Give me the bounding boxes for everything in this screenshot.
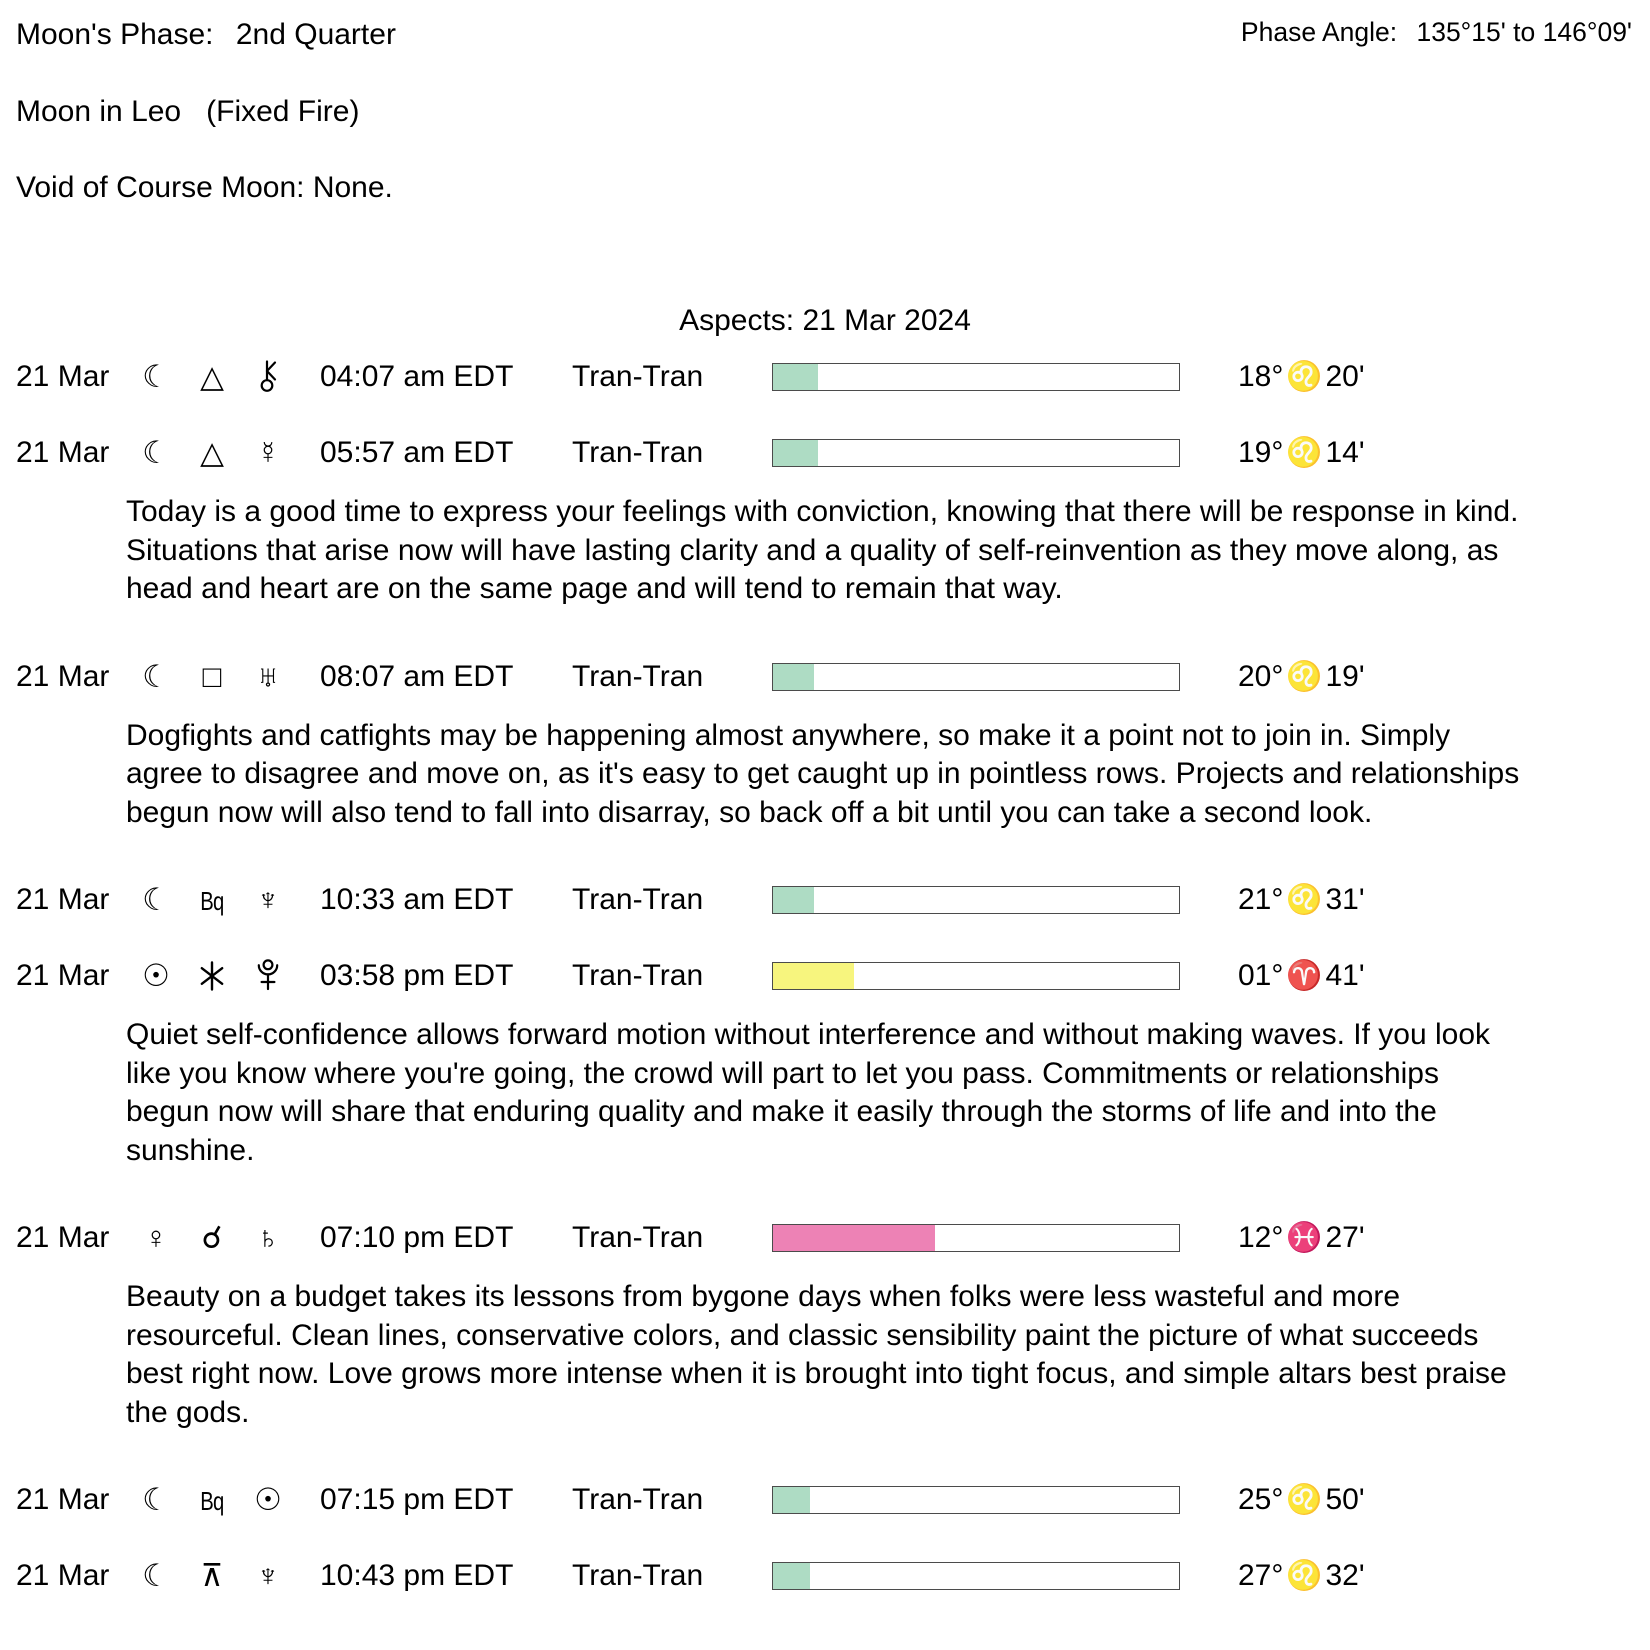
aspect-glyphs	[128, 436, 320, 470]
aspect-row	[16, 435, 1634, 471]
aspect-glyphs	[128, 1483, 320, 1518]
aspect-description: Today is a good time to express your feelings with conviction, knowing that there will be response in kind. Situations that arise now will have lasting clarity and a quality of self-reinvention as they move along, as head and heart are on the same page and will tend to remain that way.	[126, 495, 1519, 605]
aspect-block	[16, 958, 1634, 1170]
position-minutes: 31'	[1325, 883, 1365, 916]
aspect-type: Tran-Tran	[572, 360, 704, 393]
conjunction-icon: ☌	[201, 1220, 223, 1255]
orb-bar	[772, 1562, 1180, 1590]
aspect-time: 04:07 am EDT	[320, 360, 514, 393]
aspect-date: 21 Mar	[16, 1221, 110, 1254]
leo-icon: ♌	[1286, 1484, 1323, 1516]
aspect-block	[16, 1558, 1634, 1594]
aspect-date: 21 Mar	[16, 1483, 110, 1516]
square-icon: □	[202, 658, 222, 694]
aspect-type: Tran-Tran	[572, 1483, 704, 1516]
orb-bar-fill	[773, 440, 818, 466]
orb-bar-fill	[773, 887, 814, 913]
orb-bar-fill	[773, 963, 854, 989]
aspect-type: Tran-Tran	[572, 1221, 704, 1254]
quincunx-icon: ⊼	[200, 1558, 224, 1593]
orb-bar-fill	[773, 1563, 810, 1589]
aspect-block	[16, 1220, 1634, 1432]
orb-bar-fill	[773, 664, 814, 690]
aspect-block	[16, 359, 1634, 395]
chiron-icon	[240, 360, 296, 394]
moon-icon: ☾	[142, 658, 170, 694]
position-degrees: 12°	[1238, 1221, 1284, 1254]
leo-icon: ♌	[1286, 660, 1323, 693]
aspect-position	[1238, 360, 1365, 394]
aspect-position	[1238, 959, 1365, 993]
position-degrees: 19°	[1238, 436, 1284, 469]
aspect-block	[16, 659, 1634, 833]
aspects-title: Aspects: 21 Mar 2024	[679, 304, 971, 337]
aspect-description: Beauty on a budget takes its lessons from bygone days when folks were less wasteful and more resourceful. Clean lines, conservative colors, and classic sensibility paint the picture of what succeeds best right now. Love grows more intense when it is brought into tight focus, and simple altars best praise the gods.	[126, 1280, 1507, 1429]
aspect-time: 10:33 am EDT	[320, 883, 514, 916]
position-minutes: 41'	[1325, 959, 1365, 992]
orb-bar-fill	[773, 364, 818, 390]
aspect-row	[16, 359, 1634, 395]
void-of-course-line: Void of Course Moon: None.	[16, 171, 393, 204]
position-degrees: 21°	[1238, 883, 1284, 916]
aspect-time: 07:10 pm EDT	[320, 1221, 514, 1254]
position-minutes: 27'	[1325, 1221, 1365, 1254]
moon-sign-line: Moon in Leo (Fixed Fire)	[16, 95, 360, 128]
sun-icon: ☉	[142, 958, 170, 993]
orb-bar	[772, 439, 1180, 467]
biquintile-icon: Bq	[200, 1485, 224, 1516]
orb-bar-fill	[773, 1487, 810, 1513]
pisces-icon: ♓	[1286, 1222, 1323, 1254]
position-degrees: 18°	[1238, 360, 1284, 393]
uranus-icon: ♅	[256, 658, 280, 694]
aspect-position	[1238, 883, 1365, 917]
position-degrees: 25°	[1238, 1483, 1284, 1516]
orb-bar	[772, 1486, 1180, 1514]
aspect-position	[1238, 660, 1365, 694]
orb-bar	[772, 1224, 1180, 1252]
phase-angle-value: 135°15' to 146°09'	[1416, 17, 1632, 47]
sun-icon: ☉	[254, 1482, 282, 1517]
aspect-time: 08:07 am EDT	[320, 659, 514, 693]
aspect-type: Tran-Tran	[572, 659, 704, 693]
aspect-glyphs	[128, 883, 320, 918]
position-degrees: 27°	[1238, 1559, 1284, 1592]
orb-bar	[772, 962, 1180, 990]
aspect-date: 21 Mar	[16, 436, 110, 469]
leo-icon: ♌	[1286, 1560, 1323, 1592]
aspect-glyphs	[128, 360, 320, 394]
moon-icon: ☾	[142, 1482, 170, 1517]
position-minutes: 19'	[1325, 659, 1365, 693]
position-minutes: 50'	[1325, 1483, 1365, 1516]
saturn-icon: ♄	[256, 1220, 280, 1255]
venus-icon: ♀	[144, 1220, 168, 1255]
aspect-row	[16, 958, 1634, 994]
aspect-glyphs	[128, 660, 320, 694]
moon-icon: ☾	[142, 1558, 170, 1593]
aspect-date: 21 Mar	[16, 1559, 110, 1592]
aspect-date: 21 Mar	[16, 959, 110, 992]
moon-phase-value: 2nd Quarter	[235, 18, 396, 51]
aspect-description: Quiet self-confidence allows forward motion without interference and without making waves. If you look like you know where you're going, the crowd will part to let you pass. Commitments or relationships begun now will share that enduring quality and make it easily through the storms of life and into the sunshine.	[126, 1018, 1491, 1167]
leo-icon: ♌	[1286, 437, 1323, 469]
aspect-type: Tran-Tran	[572, 883, 704, 916]
phase-angle-label: Phase Angle:	[1240, 17, 1405, 47]
aspect-type: Tran-Tran	[572, 1559, 704, 1592]
aspect-position	[1238, 436, 1365, 470]
aspect-glyphs	[128, 958, 320, 994]
leo-icon: ♌	[1286, 884, 1323, 916]
moon-icon: ☾	[142, 359, 170, 394]
aspect-time: 05:57 am EDT	[320, 436, 514, 469]
aspect-time: 03:58 pm EDT	[320, 959, 514, 992]
aspect-block	[16, 1482, 1634, 1518]
aspect-position	[1238, 1559, 1365, 1593]
aspect-date: 21 Mar	[16, 360, 110, 393]
position-degrees: 01°	[1238, 959, 1284, 992]
trine-icon: △	[200, 435, 224, 470]
orb-bar	[772, 663, 1180, 691]
aspect-time: 10:43 pm EDT	[320, 1559, 514, 1592]
position-minutes: 20'	[1325, 360, 1365, 393]
aspects-list	[16, 359, 1634, 1594]
aspect-glyphs	[128, 1559, 320, 1593]
neptune-icon: ♆	[256, 1558, 280, 1593]
trine-icon: △	[200, 359, 224, 394]
aries-icon: ♈	[1286, 960, 1323, 992]
aspect-row	[16, 659, 1634, 695]
position-degrees: 20°	[1238, 659, 1284, 693]
moon-icon: ☾	[142, 435, 170, 470]
aspect-position	[1238, 1483, 1365, 1517]
sextile-icon	[184, 959, 240, 993]
neptune-icon: ♆	[256, 882, 280, 917]
aspect-block	[16, 435, 1634, 609]
aspect-block	[16, 882, 1634, 918]
aspect-glyphs	[128, 1221, 320, 1255]
mercury-icon: ☿	[256, 435, 280, 470]
phase-angle-line	[1241, 16, 1632, 48]
aspect-description: Dogfights and catfights may be happening almost anywhere, so make it a point not to join in. Simply agree to disagree and move on, as it's easy to get caught up in pointless rows. Projects and relationships begun now will also tend to fall into disarray, so back off a bit until you can take a second look.	[126, 718, 1520, 829]
biquintile-icon: Bq	[200, 885, 224, 916]
aspect-row	[16, 882, 1634, 918]
aspect-row	[16, 1220, 1634, 1256]
aspect-time: 07:15 pm EDT	[320, 1483, 514, 1516]
moon-icon: ☾	[142, 882, 170, 917]
position-minutes: 14'	[1325, 436, 1365, 469]
aspect-position	[1238, 1221, 1365, 1255]
aspect-date: 21 Mar	[16, 883, 110, 916]
aspect-type: Tran-Tran	[572, 959, 704, 992]
orb-bar-fill	[773, 1225, 935, 1251]
position-minutes: 32'	[1325, 1559, 1365, 1592]
aspect-date: 21 Mar	[16, 659, 110, 693]
aspect-row	[16, 1482, 1634, 1518]
orb-bar	[772, 886, 1180, 914]
aspect-type: Tran-Tran	[572, 436, 704, 469]
moon-phase-label: Moon's Phase:	[16, 18, 222, 51]
leo-icon: ♌	[1286, 361, 1323, 393]
pluto-icon	[240, 958, 296, 994]
orb-bar	[772, 363, 1180, 391]
aspect-row	[16, 1558, 1634, 1594]
